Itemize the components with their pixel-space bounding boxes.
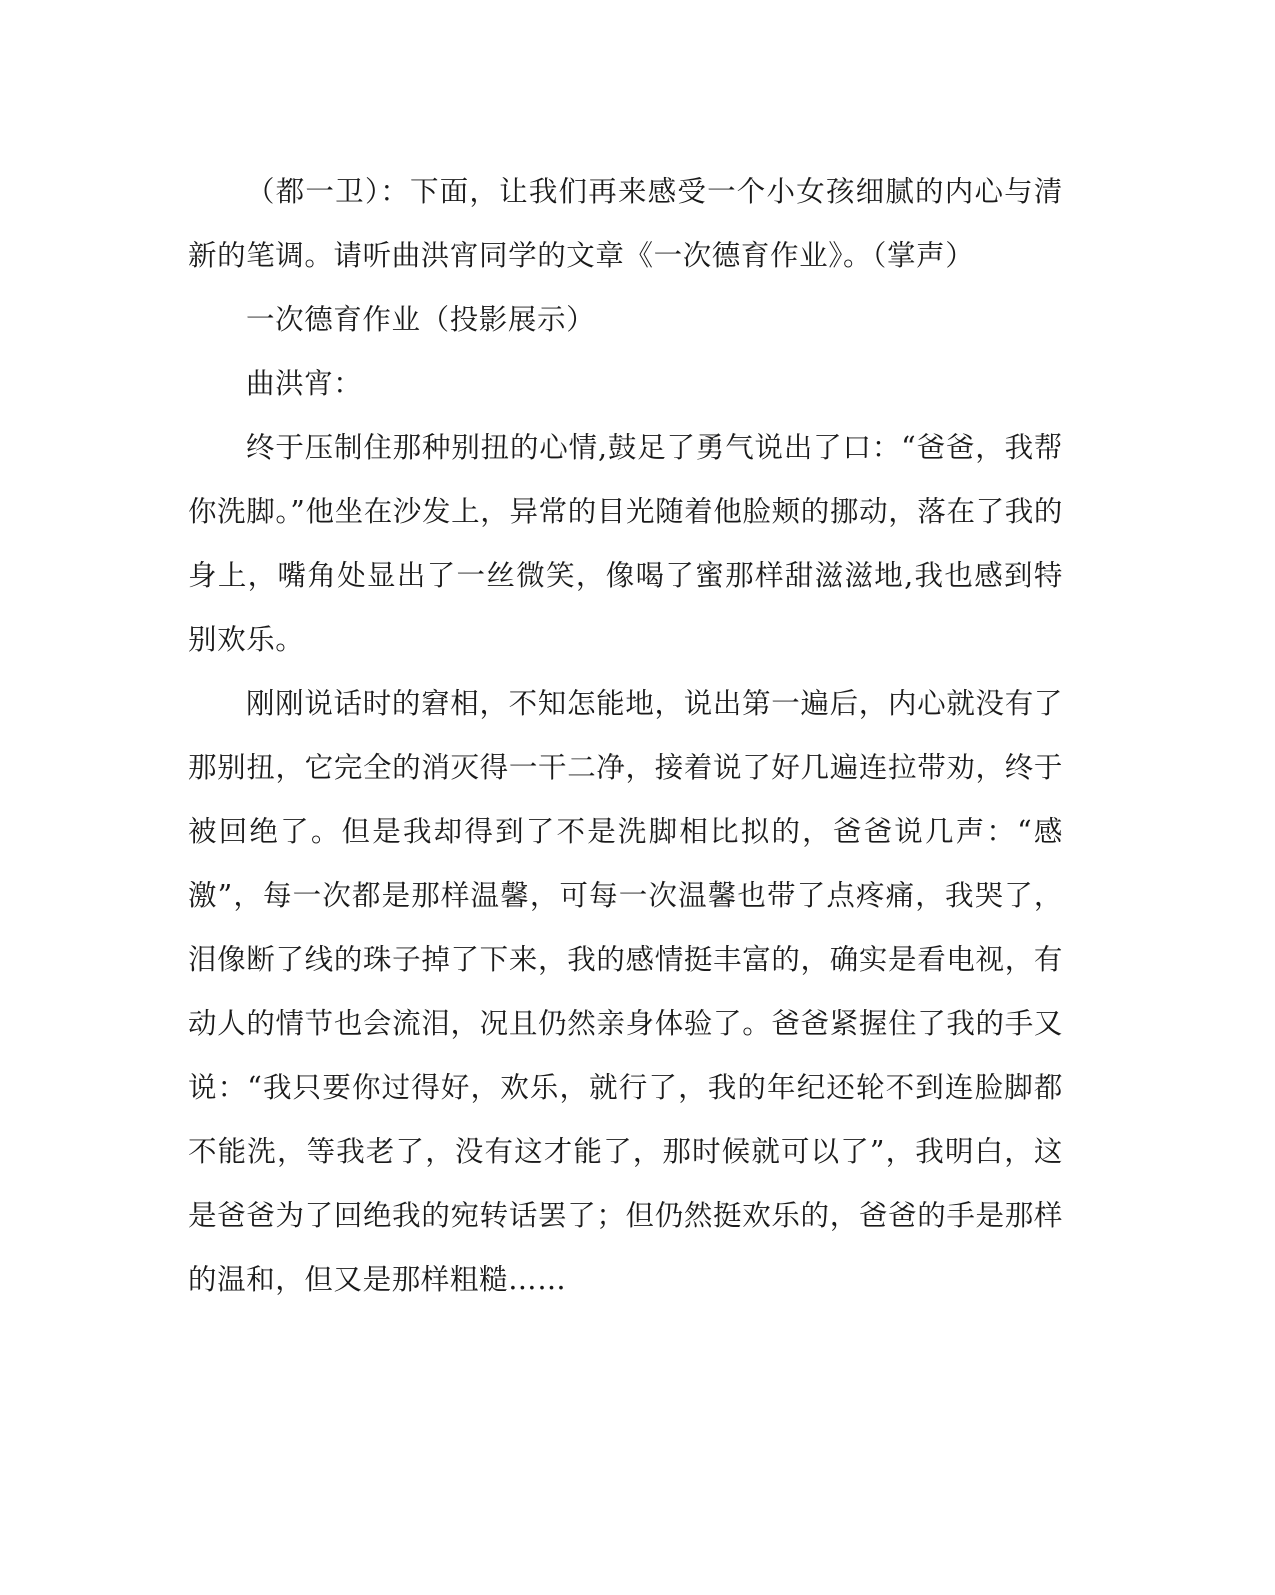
document-body <box>188 160 1063 1312</box>
paragraph-author: 曲洪宵： <box>246 367 363 400</box>
paragraph-article-title: 一次德育作业（投影展示） <box>246 303 596 336</box>
paragraph-intro: （都一卫）：下面，让我们再来感受一个小女孩细腻的内心与清新的笔调。请听曲洪宵同学的文章《一次德育作业》。（掌声） <box>188 175 1063 272</box>
paragraph-body-2: 刚刚说话时的窘相，不知怎能地，说出第一遍后，内心就没有了那别扭，它完全的消灭得一干二净，接着说了好几遍连拉带劝，终于被回绝了。但是我却得到了不是洗脚相比拟的，爸爸说几声：“感激”，每一次都是那样温馨，可每一次温馨也带了点疼痛，我哭了，泪像断了线的珠子掉了下来，我的感情挺丰富的，确实是看电视，有动人的情节也会流泪，况且仍然亲身体验了。爸爸紧握住了我的手又说：“我只要你过得好，欢乐，就行了，我的年纪还轮不到连脸脚都不能洗，等我老了，没有这才能了，那时候就可以了”，我明白，这是爸爸为了回绝我的宛转话罢了；但仍然挺欢乐的，爸爸的手是那样的温和，但又是那样粗糙…… <box>188 687 1063 1296</box>
paragraph-body-1: 终于压制住那种别扭的心情,鼓足了勇气说出了口：“爸爸，我帮你洗脚。”他坐在沙发上，异常的目光随着他脸颊的挪动，落在了我的身上，嘴角处显出了一丝微笑，像喝了蜜那样甜滋滋地,我也感到特别欢乐。 <box>188 431 1063 656</box>
